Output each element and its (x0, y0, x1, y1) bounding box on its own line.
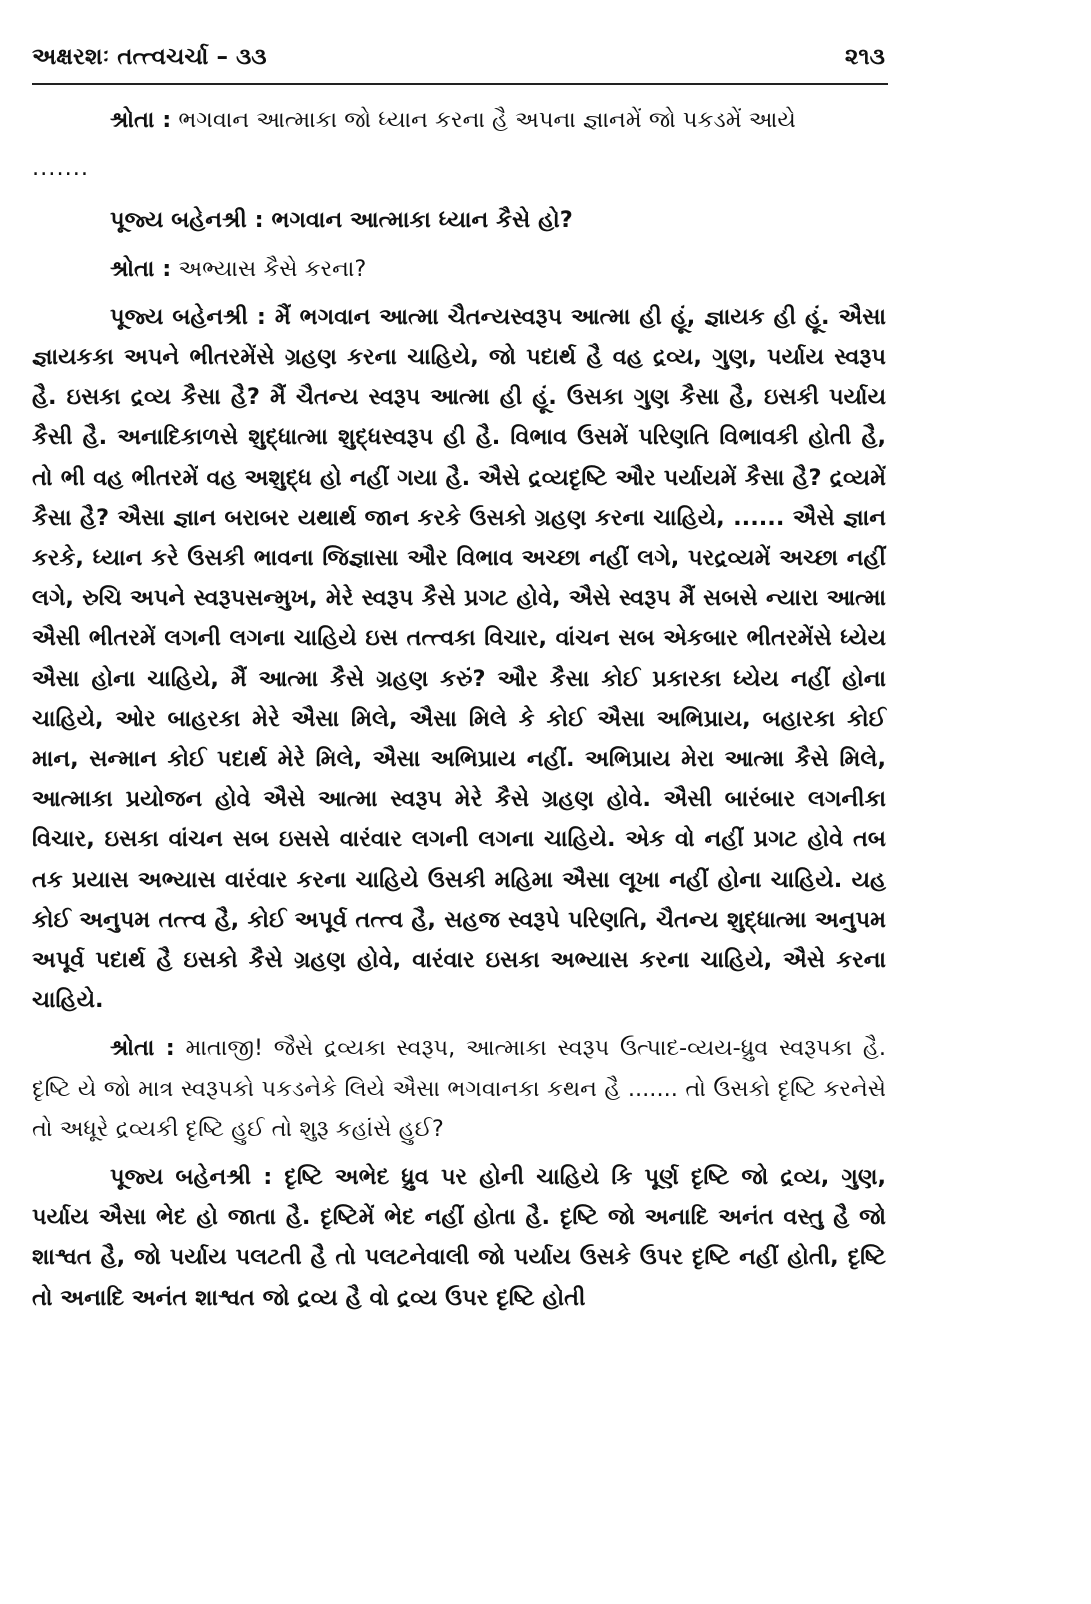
speaker-label: પૂજ્ય બહેનશ્રી : (110, 207, 264, 234)
body-text (32, 100, 886, 1326)
paragraph-text: મૈં ભગવાન આત્મા ચૈતન્યસ્વરૂપ આત્મા હી હૂં, જ્ઞાયક હી હૂં. ઐસા જ્ઞાયકકા અપને ભીતરમેંસે ગ્રહણ કરના ચાહિયે, જો પદાર્થ હૈ વહ દ્રવ્ય, ગુણ, પર્યાય સ્વરૂપ હૈ. ઇસકા દ્રવ્ય કૈસા હૈ? મૈં ચૈતન્ય સ્વરૂપ આત્મા હી હૂં. ઉસકા ગુણ કૈસા હૈ, ઇસકી પર્યાય કૈસી હૈ. અનાદિકાળસે શુદ્ધાત્મા શુદ્ધસ્વરૂપ હી હૈ. વિભાવ ઉસમેં પરિણતિ વિભાવકી હોતી હૈ, તો ભી વહ ભીતરમેં વહ અશુદ્ધ હો નહીં ગયા હૈ. ઐસે દ્રવ્યદૃષ્ટિ ઔર પર્યાયમેં કૈસા હૈ? દ્રવ્યમેં કૈસા હૈ? ઐસા જ્ઞાન બરાબર યથાર્થ જાન કરકે ઉસકો ગ્રહણ કરના ચાહિયે, ...... ઐસે જ્ઞાન કરકે, ધ્યાન કરે ઉસકી ભાવના જિજ્ઞાસા ઔર વિભાવ અચ્છા નહીં લગે, પરદ્રવ્યમેં અચ્છા નહીં લગે, રુચિ અપને સ્વરૂપસન્મુખ, મેરે સ્વરૂપ કૈસે પ્રગટ હોવે, ઐસે સ્વરૂપ મૈં સબસે ન્યારા આત્મા ઐસી ભીતરમેં લગની લગના ચાહિયે ઇસ તત્ત્વકા વિચાર, વાંચન સબ એકબાર ભીતરમેંસે ધ્યેય ઐસા હોના ચાહિયે, મૈં આત્મા કૈસે ગ્રહણ કરું? ઔર કૈસા કોઈ પ્રકારકા ધ્યેય નહીં હોના ચાહિયે, ઓર બાહરકા મેરે ઐસા મિલે, ઐસા મિલે કે કોઈ ઐસા અભિપ્રાય, બહારકા કોઈ માન, સન્માન કોઈ પદાર્થ મેરે મિલે, ઐસા અભિપ્રાય નહીં. અભિપ્રાય મેરા આત્મા કૈસે મિલે, આત્માકા પ્રયોજન હોવે ઐસે આત્મા સ્વરૂપ મેરે કૈસે ગ્રહણ હોવે. ઐસી બારંબાર લગનીકા વિચાર, ઇસકા વાંચન સબ ઇસસે વારંવાર લગની લગના ચાહિયે. એક વો નહીં પ્રગટ હોવે તબ તક પ્રયાસ અભ્યાસ વારંવાર કરના ચાહિયે ઉસકી મહિમા ઐસા લૂખા નહીં હોના ચાહિયે. યહ કોઈ અનુપમ તત્ત્વ હૈ, કોઈ અપૂર્વ તત્ત્વ હૈ, સહજ સ્વરૂપે પરિણતિ, ચૈતન્ય શુદ્ધાત્મા અનુપમ અપૂર્વ પદાર્થ હૈ ઇસકો કૈસે ગ્રહણ હોવે, વારંવાર ઇસકા અભ્યાસ કરના ચાહિયે, ઐસે કરના ચાહિયે. (32, 303, 886, 1014)
paragraph-text: અભ્યાસ કૈસે કરના? (178, 255, 367, 282)
page-number: ૨૧૩ (844, 44, 885, 70)
paragraph-text: ભગવાન આત્માકા ધ્યાન કૈસે હો? (271, 207, 573, 234)
speaker-label: શ્રોતા : (110, 255, 172, 282)
paragraph-text: માતાજી! જૈસે દ્રવ્યકા સ્વરૂપ, આત્માકા સ્વરૂપ ઉત્પાદ-વ્યય-ધ્રુવ સ્વરૂપકા હૈ. દૃષ્ટિ યે જો માત્ર સ્વરૂપકો પકડનેકે લિયે ઐસા ભગવાનકા કથન હૈ ....... તો ઉસકો દૃષ્ટિ કરનેસે તો અધૂરે દ્રવ્યકી દૃષ્ટિ હુઈ તો શુરૂ કહાંસે હુઈ? (32, 1035, 886, 1142)
dialogue-paragraph (32, 100, 886, 140)
paragraph-text: દૃષ્ટિ અભેદ ધ્રુવ પર હોની ચાહિયે કિ પૂર્ણ દૃષ્ટિ જો દ્રવ્ય, ગુણ, પર્યાય ઐસા ભેદ હો જાતા હૈ. દૃષ્ટિમેં ભેદ નહીં હોતા હૈ. દૃષ્ટિ જો અનાદિ અનંત વસ્તુ હૈ જો શાશ્વત હૈ, જો પર્યાય પલટતી હૈ તો પલટનેવાલી જો પર્યાય ઉસકે ઉપર દૃષ્ટિ નહીં હોતી, દૃષ્ટિ તો અનાદિ અનંત શાશ્વત જો દ્રવ્ય હૈ વો દ્રવ્ય ઉપર દૃષ્ટિ હોતી (32, 1164, 886, 1311)
header-divider (32, 83, 888, 85)
paragraph-text: ભગવાન આત્માકા જો ધ્યાન કરના હૈ અપના જ્ઞાનમેં જો પકડમેં આયે (178, 107, 796, 133)
running-title: અક્ષરશઃ તત્ત્વચર્ચા – ૩૩ (32, 44, 267, 70)
speaker-label: પૂજ્ય બહેનશ્રી : (110, 1164, 273, 1191)
dialogue-paragraph (32, 1028, 886, 1149)
dialogue-paragraph (32, 200, 886, 240)
speaker-label: શ્રોતા : (110, 107, 172, 133)
dialogue-paragraph (32, 1157, 886, 1318)
ellipsis-line: ....... (32, 155, 90, 182)
dialogue-paragraph (32, 297, 886, 1021)
speaker-label: પૂજ્ય બહેનશ્રી : (110, 303, 266, 330)
page-header (32, 44, 885, 70)
speaker-label: શ્રોતા : (110, 1035, 175, 1062)
dialogue-paragraph (32, 249, 886, 289)
